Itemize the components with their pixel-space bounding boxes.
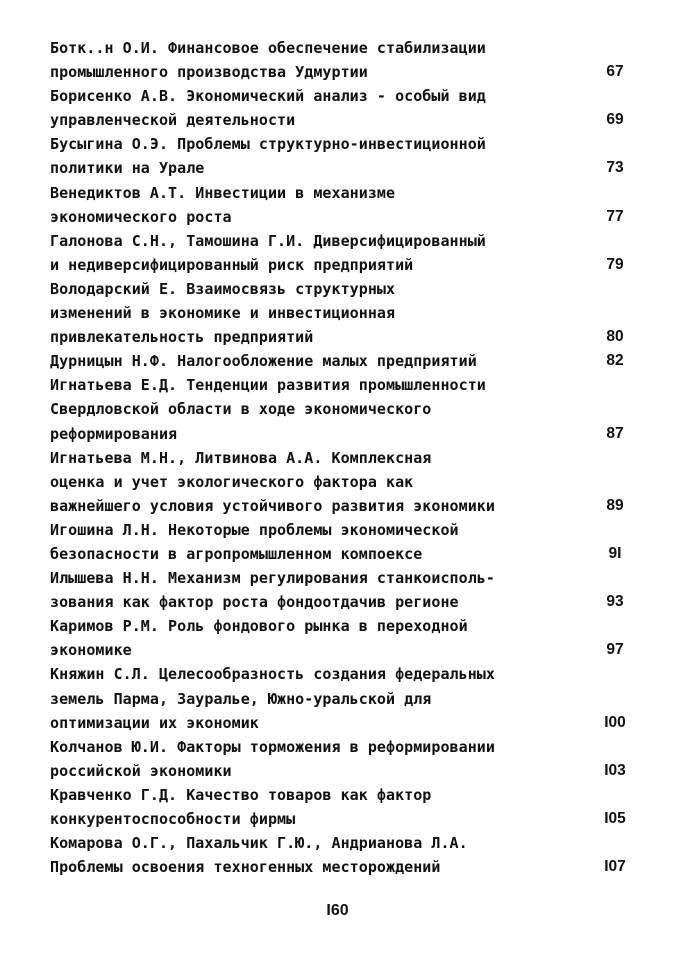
- toc-entry-title: Игошина Л.Н. Некоторые проблемы экономической: [50, 520, 459, 539]
- toc-entry-title: Кравченко Г.Д. Качество товаров как фактор: [50, 785, 432, 804]
- toc-entry: [50, 229, 640, 277]
- toc-entry-title-continuation: управленческой деятельности: [50, 111, 296, 130]
- toc-entry-title-continuation: оптимизации их экономик: [50, 713, 259, 732]
- toc-entry-page: 79: [606, 255, 624, 273]
- toc-entry: [50, 84, 640, 132]
- toc-entry-title-continuation: Проблемы освоения техногенных месторождений: [50, 858, 441, 877]
- toc-entry: [50, 181, 640, 229]
- toc-entry: [50, 446, 640, 518]
- table-of-contents: [50, 36, 640, 879]
- toc-entry-title: Каримов Р.М. Роль фондового рынка в переходной: [50, 617, 468, 636]
- toc-entry-title-continuation: российской экономики: [50, 761, 232, 780]
- toc-entry-title-continuation: реформирования: [50, 424, 178, 443]
- toc-entry-title: Володарский Е. Взаимосвязь структурных: [50, 279, 396, 298]
- toc-entry-title: Галонова С.Н., Тамошина Г.И. Диверсифицированный: [50, 231, 486, 250]
- toc-entry: [50, 831, 640, 879]
- toc-entry-page: 80: [606, 328, 624, 346]
- toc-entry: [50, 132, 640, 180]
- toc-entry-page: 87: [606, 424, 624, 442]
- toc-entry-title: Комарова О.Г., Пахальчик Г.Ю., Андрианова Л.А.: [50, 834, 468, 853]
- toc-entry-title: Дурницын Н.Ф. Налогообложение малых предприятий: [50, 352, 477, 371]
- toc-entry: [50, 518, 640, 566]
- toc-entry-page: 67: [606, 63, 624, 81]
- toc-entry-page: 77: [606, 207, 624, 225]
- toc-entry-page: I05: [604, 810, 626, 827]
- toc-entry-page: 89: [606, 496, 624, 514]
- toc-entry-page: 73: [606, 159, 624, 177]
- toc-entry-title: Ботк..н О.И. Финансовое обеспечение стабилизации: [50, 39, 486, 57]
- toc-entry-page: 82: [606, 352, 624, 370]
- toc-entry-title: Игнатьева М.Н., Литвинова А.А. Комплексная: [50, 448, 432, 467]
- toc-entry: [50, 277, 640, 349]
- toc-entry: [50, 662, 640, 734]
- toc-entry: [50, 783, 640, 831]
- toc-entry: [50, 349, 640, 373]
- toc-entry-title-continuation: земель Парма, Зауралье, Южно-уральской для: [50, 689, 432, 708]
- toc-entry-title-continuation: изменений в экономике и инвестиционная: [50, 304, 396, 323]
- toc-entry-title: Борисенко А.В. Экономический анализ - особый вид: [50, 87, 486, 106]
- toc-entry-title: Илышева Н.Н. Механизм регулирования станкоисполь-: [50, 569, 495, 588]
- toc-entry-title-continuation: конкурентоспособности фирмы: [50, 810, 296, 828]
- toc-entry: [50, 614, 640, 662]
- toc-entry-title-continuation: важнейшего условия устойчивого развития экономики: [50, 496, 495, 515]
- toc-entry-page: 69: [606, 111, 624, 129]
- toc-entry-title: Колчанов Ю.И. Факторы торможения в реформировании: [50, 737, 495, 756]
- toc-entry-title-continuation: Свердловской области в ходе экономического: [50, 400, 432, 419]
- toc-entry: [50, 373, 640, 445]
- toc-entry-title-continuation: оценка и учет экологического фактора как: [50, 472, 414, 491]
- toc-entry-title-continuation: и недиверсифицированный риск предприятий: [50, 255, 414, 274]
- toc-entry-title-continuation: привлекательность предприятий: [50, 328, 314, 347]
- toc-entry-page: I03: [604, 761, 626, 779]
- toc-entry-page: I00: [604, 713, 626, 731]
- toc-entry-title: Венедиктов А.Т. Инвестиции в механизме: [50, 183, 396, 202]
- toc-entry-title-continuation: зования как фактор роста фондоотдачив регионе: [50, 593, 459, 612]
- toc-entry-title: Бусыгина О.Э. Проблемы структурно-инвестиционной: [50, 135, 486, 154]
- toc-entry-page: I07: [604, 858, 626, 876]
- toc-entry-title-continuation: экономического роста: [50, 207, 232, 226]
- toc-entry-title-continuation: промышленного производства Удмуртии: [50, 63, 368, 82]
- toc-entry-page: 9I: [608, 544, 622, 562]
- toc-entry-title: Игнатьева Е.Д. Тенденции развития промышленности: [50, 376, 486, 395]
- toc-entry: [50, 36, 640, 84]
- toc-entry-title: Княжин С.Л. Целесообразность создания федеральных: [50, 665, 495, 684]
- page-number: I60: [326, 902, 349, 919]
- toc-entry-page: 97: [606, 641, 624, 659]
- toc-entry: [50, 566, 640, 614]
- toc-entry-title-continuation: политики на Урале: [50, 159, 205, 178]
- toc-entry-title-continuation: безопасности в агропромышленном компоексе: [50, 544, 423, 563]
- toc-entry-page: 93: [606, 593, 624, 611]
- toc-entry-title-continuation: экономике: [50, 641, 132, 660]
- toc-entry: [50, 735, 640, 783]
